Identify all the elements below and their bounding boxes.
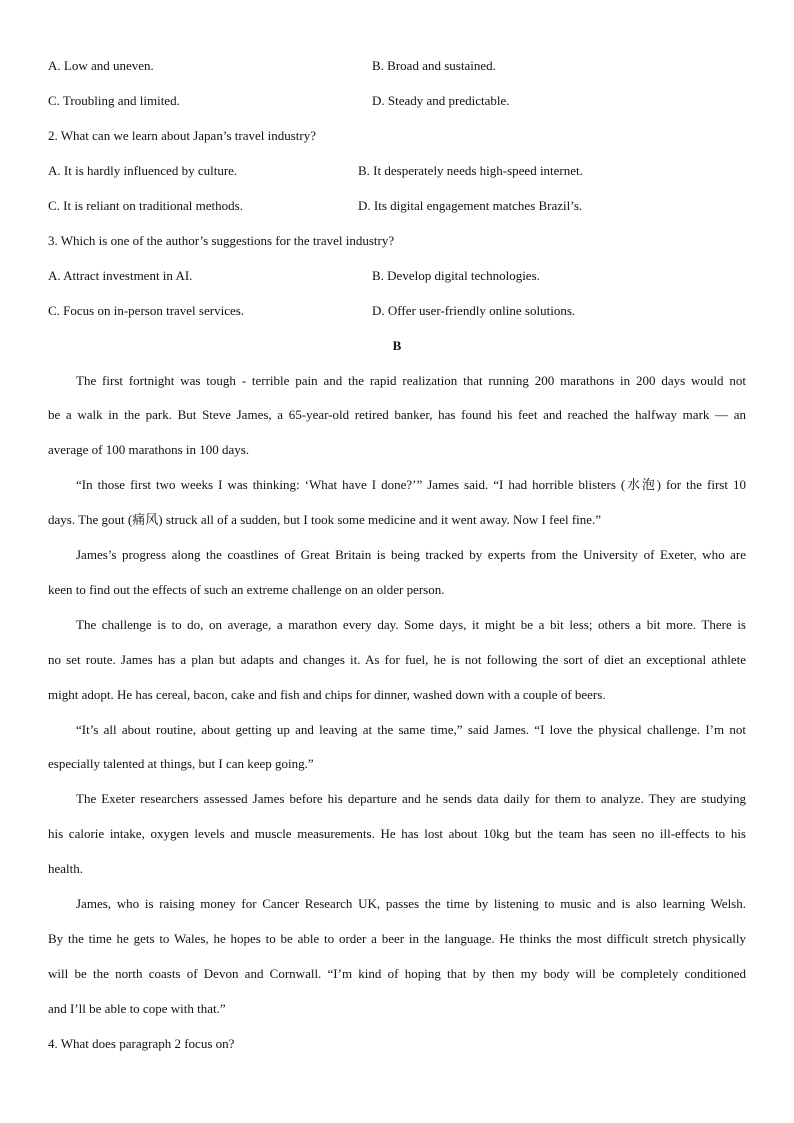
paragraph-line: health.	[48, 861, 84, 876]
q1-option-d: D. Steady and predictable.	[372, 93, 510, 108]
q3-question: 3. Which is one of the author’s suggestions for the travel industry?	[48, 233, 395, 248]
paragraph-line: no set route. James has a plan but adapts and changes it. As for fuel, he is not following the sort of diet an exceptional athlete	[48, 652, 746, 667]
paragraph-line: By the time he gets to Wales, he hopes to be able to order a beer in the language. He thinks the most difficult stretch physically	[48, 931, 746, 946]
paragraph-line: James’s progress along the coastlines of Great Britain is being tracked by experts from the University of Exeter, who are	[76, 547, 746, 562]
q3-option-b: B. Develop digital technologies.	[372, 268, 540, 283]
q2-question: 2. What can we learn about Japan’s travel industry?	[48, 128, 316, 143]
paragraph-line: James, who is raising money for Cancer Research UK, passes the time by listening to music and is also learning Welsh.	[76, 896, 746, 911]
paragraph-line: The challenge is to do, on average, a marathon every day. Some days, it might be a bit less; others a bit more. There is	[76, 617, 746, 632]
paragraph-line: especially talented at things, but I can keep going.”	[48, 756, 314, 771]
paragraph-line: days. The gout (痛风) struck all of a sudden, but I took some medicine and it went away. Now I feel fine.”	[48, 512, 602, 527]
section-heading: B	[392, 338, 402, 353]
paragraph-line: average of 100 marathons in 100 days.	[48, 442, 250, 457]
paragraph-line: “In those first two weeks I was thinking: ‘What have I done?’” James said. “I had horrible blisters (水泡) for the first 10	[76, 477, 746, 492]
q1-option-b: B. Broad and sustained.	[372, 58, 496, 73]
paragraph-line: and I’ll be able to cope with that.”	[48, 1001, 226, 1016]
paragraph-line: be a walk in the park. But Steve James, a 65-year-old retired banker, has found his feet and reached the halfway mark — an	[48, 407, 746, 422]
q1-option-a: A. Low and uneven.	[48, 58, 154, 73]
paragraph-line: “It’s all about routine, about getting up and leaving at the same time,” said James. “I love the physical challenge. I’m not	[76, 722, 746, 737]
q2-option-a: A. It is hardly influenced by culture.	[48, 163, 238, 178]
paragraph-line: keen to find out the effects of such an extreme challenge on an older person.	[48, 582, 445, 597]
q2-option-b: B. It desperately needs high-speed internet.	[358, 163, 583, 178]
q2-option-c: C. It is reliant on traditional methods.	[48, 198, 243, 213]
paragraph-line: his calorie intake, oxygen levels and muscle measurements. He has lost about 10kg but the team has seen no ill-effects to his	[48, 826, 746, 841]
q3-option-d: D. Offer user-friendly online solutions.	[372, 303, 576, 318]
paragraph-line: will be the north coasts of Devon and Cornwall. “I’m kind of hoping that by then my body will be completely conditioned	[48, 966, 746, 981]
q3-option-c: C. Focus on in-person travel services.	[48, 303, 245, 318]
paragraph-line: The Exeter researchers assessed James before his departure and he sends data daily for them to analyze. They are studying	[76, 791, 746, 806]
paragraph-line: The first fortnight was tough - terrible pain and the rapid realization that running 200 marathons in 200 days would not	[76, 373, 746, 388]
paragraph-line: might adopt. He has cereal, bacon, cake and fish and chips for dinner, washed down with a couple of beers.	[48, 687, 606, 702]
q4-question: 4. What does paragraph 2 focus on?	[48, 1036, 235, 1051]
q1-option-c: C. Troubling and limited.	[48, 93, 180, 108]
q3-option-a: A. Attract investment in AI.	[48, 268, 193, 283]
q2-option-d: D. Its digital engagement matches Brazil’s.	[358, 198, 583, 213]
